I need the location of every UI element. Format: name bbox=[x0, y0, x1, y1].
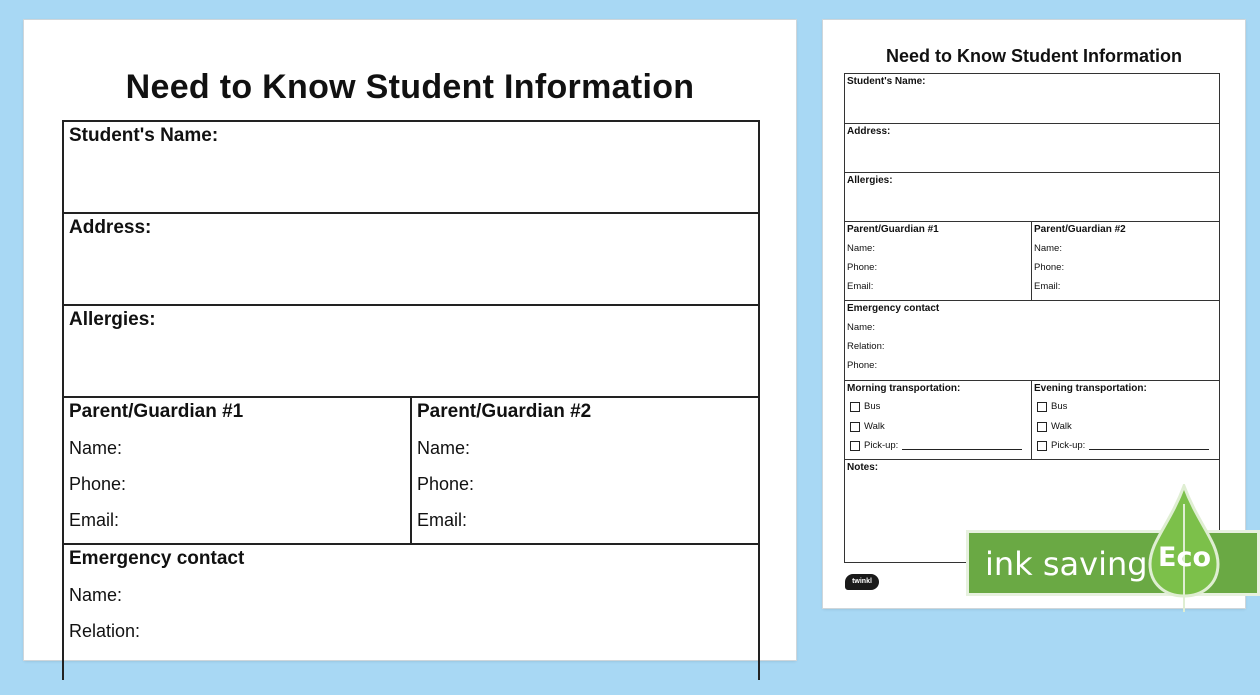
address-row bbox=[845, 124, 1219, 173]
walk-label: Walk bbox=[1051, 421, 1072, 432]
morning-pickup-option[interactable] bbox=[850, 440, 1022, 451]
bus-label: Bus bbox=[1051, 401, 1068, 412]
ink-saving-text: ink saving bbox=[985, 545, 1148, 583]
guardians-row bbox=[845, 222, 1219, 301]
emergency-name-label: Name: bbox=[847, 322, 875, 333]
allergies-row bbox=[64, 306, 758, 398]
emergency-contact-label: Emergency contact bbox=[847, 303, 940, 314]
zoomed-worksheet-preview bbox=[24, 20, 796, 660]
emergency-contact-row bbox=[64, 545, 758, 695]
pickup-line bbox=[902, 441, 1022, 450]
student-name-label: Student's Name: bbox=[69, 125, 219, 146]
guardian-2-email-label: Email: bbox=[417, 510, 468, 530]
guardian-1-label: Parent/Guardian #1 bbox=[69, 401, 244, 422]
morning-bus-option[interactable] bbox=[850, 401, 880, 412]
morning-walk-option[interactable] bbox=[850, 421, 885, 432]
evening-walk-option[interactable] bbox=[1037, 421, 1072, 432]
morning-transport-label: Morning transportation: bbox=[847, 383, 961, 394]
address-label: Address: bbox=[69, 217, 152, 238]
pickup-label: Pick-up: bbox=[1051, 440, 1086, 451]
checkbox[interactable] bbox=[1037, 441, 1047, 451]
transportation-row bbox=[845, 381, 1219, 460]
pickup-line bbox=[1089, 441, 1209, 450]
guardian-2-label: Parent/Guardian #2 bbox=[417, 401, 592, 422]
guardian-2-name-label: Name: bbox=[417, 438, 471, 458]
guardian-1-phone-label: Phone: bbox=[847, 262, 878, 273]
guardian-1-cell bbox=[845, 222, 1032, 300]
checkbox[interactable] bbox=[850, 422, 860, 432]
allergies-row bbox=[845, 173, 1219, 222]
student-name-label: Student's Name: bbox=[847, 76, 926, 87]
guardian-1-label: Parent/Guardian #1 bbox=[847, 224, 939, 235]
twinkl-logo: twinkl bbox=[845, 574, 879, 590]
emergency-contact-row bbox=[845, 301, 1219, 381]
guardian-2-email-label: Email: bbox=[1034, 281, 1061, 292]
guardian-2-name-label: Name: bbox=[1034, 243, 1062, 254]
guardian-2-phone-label: Phone: bbox=[417, 474, 475, 494]
evening-pickup-option[interactable] bbox=[1037, 440, 1209, 451]
guardian-2-cell bbox=[1032, 222, 1219, 300]
checkbox[interactable] bbox=[850, 441, 860, 451]
morning-transport-cell bbox=[845, 381, 1032, 459]
allergies-label: Allergies: bbox=[69, 309, 156, 330]
guardian-1-phone-label: Phone: bbox=[69, 474, 127, 494]
checkbox[interactable] bbox=[850, 402, 860, 412]
student-name-row bbox=[845, 74, 1219, 124]
walk-label: Walk bbox=[864, 421, 885, 432]
guardian-2-label: Parent/Guardian #2 bbox=[1034, 224, 1126, 235]
notes-label: Notes: bbox=[847, 462, 879, 473]
worksheet-title: Need to Know Student Information bbox=[125, 68, 695, 106]
student-name-row bbox=[64, 122, 758, 214]
guardian-1-email-label: Email: bbox=[69, 510, 120, 530]
guardians-row bbox=[64, 398, 758, 545]
guardian-1-cell bbox=[64, 398, 412, 543]
eco-label: Eco bbox=[1158, 542, 1211, 573]
guardian-1-name-label: Name: bbox=[847, 243, 875, 254]
address-label: Address: bbox=[847, 126, 891, 137]
checkbox[interactable] bbox=[1037, 422, 1047, 432]
evening-bus-option[interactable] bbox=[1037, 401, 1067, 412]
guardian-1-name-label: Name: bbox=[69, 438, 123, 458]
emergency-name-label: Name: bbox=[69, 585, 123, 605]
evening-transport-label: Evening transportation: bbox=[1034, 383, 1147, 394]
guardian-2-cell bbox=[412, 398, 758, 543]
emergency-contact-label: Emergency contact bbox=[69, 548, 245, 569]
emergency-phone-label: Phone: bbox=[847, 360, 878, 371]
evening-transport-cell bbox=[1032, 381, 1219, 459]
allergies-label: Allergies: bbox=[847, 175, 893, 186]
guardian-2-phone-label: Phone: bbox=[1034, 262, 1065, 273]
worksheet-title: Need to Know Student Information bbox=[886, 46, 1182, 66]
student-info-form bbox=[62, 120, 760, 680]
pickup-label: Pick-up: bbox=[864, 440, 899, 451]
guardian-1-email-label: Email: bbox=[847, 281, 874, 292]
emergency-relation-label: Relation: bbox=[69, 621, 141, 641]
address-row bbox=[64, 214, 758, 306]
emergency-relation-label: Relation: bbox=[847, 341, 885, 352]
bus-label: Bus bbox=[864, 401, 881, 412]
checkbox[interactable] bbox=[1037, 402, 1047, 412]
